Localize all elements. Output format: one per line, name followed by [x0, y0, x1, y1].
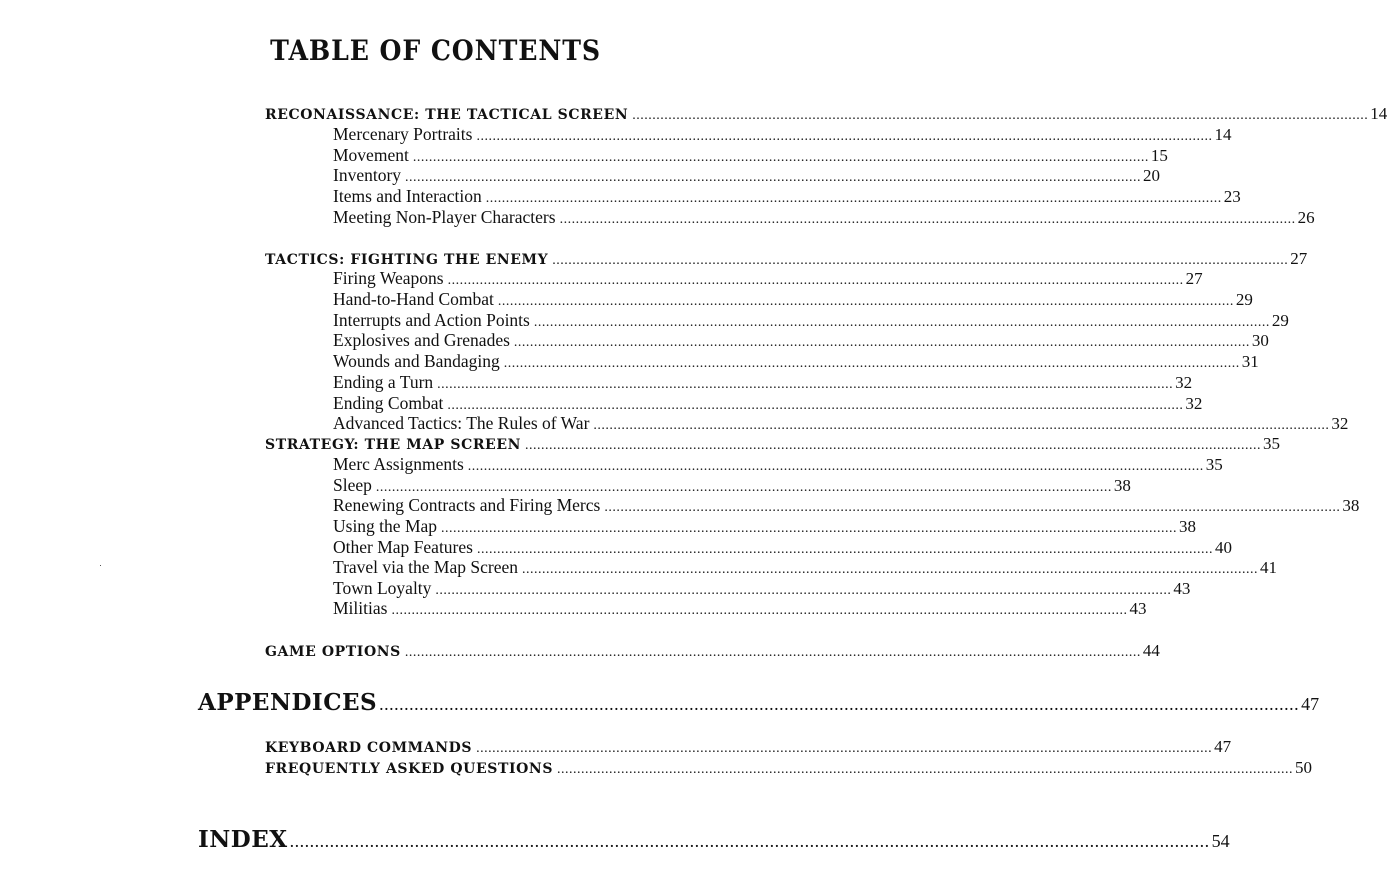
dot-leader: ........................................................................................................................................................................................: [375, 480, 1112, 495]
toc-item[interactable]: [333, 310, 1289, 331]
toc-item[interactable]: [333, 124, 1232, 145]
toc-section-keyboard-commands[interactable]: [265, 736, 1232, 757]
dot-leader: ........................................................................................................................................................................................: [557, 762, 1294, 777]
toc-section-label: GAME OPTIONS: [265, 644, 401, 660]
dot-leader: ........................................................................................................................................................................................: [447, 398, 1184, 413]
dot-leader: ........................................................................................................................................................................................: [497, 294, 1234, 309]
toc-item-label: Explosives and Grenades: [333, 330, 510, 350]
toc-item[interactable]: [333, 351, 1259, 372]
dot-leader: ........................................................................................................................................................................................: [412, 150, 1149, 165]
toc-page-number: 47: [1301, 694, 1320, 714]
toc-item[interactable]: [333, 454, 1223, 475]
toc-chapter-label: INDEX: [198, 826, 288, 853]
toc-section-label: KEYBOARD COMMANDS: [265, 740, 473, 756]
toc-item[interactable]: [333, 145, 1168, 166]
dot-leader: ........................................................................................................................................................................................: [441, 521, 1178, 536]
toc-page-number: 26: [1297, 208, 1315, 227]
scan-speck: [100, 565, 101, 566]
toc-page-number: 29: [1271, 311, 1289, 330]
toc-item-label: Using the Map: [333, 516, 438, 536]
toc-item-label: Hand-to-Hand Combat: [333, 289, 494, 309]
toc-page-number: 50: [1295, 758, 1313, 777]
dot-leader: ........................................................................................................................................................................................: [379, 694, 1300, 714]
toc-item[interactable]: [333, 557, 1277, 578]
dot-leader: ........................................................................................................................................................................................: [485, 191, 1222, 206]
toc-page-number: 14: [1370, 104, 1387, 123]
toc-item-label: Ending Combat: [333, 393, 444, 413]
dot-leader: ........................................................................................................................................................................................: [525, 438, 1261, 453]
toc-page-number: 43: [1173, 579, 1191, 598]
toc-item[interactable]: [333, 372, 1193, 393]
toc-section-label: FREQUENTLY ASKED QUESTIONS: [265, 761, 554, 777]
toc-item[interactable]: [333, 598, 1147, 619]
toc-item-label: Inventory: [333, 165, 402, 185]
toc-item[interactable]: [333, 537, 1232, 558]
toc-page-number: 15: [1150, 146, 1168, 165]
toc-item-label: Renewing Contracts and Firing Mercs: [333, 495, 601, 515]
toc-page-number: 38: [1113, 476, 1131, 495]
toc-item[interactable]: [333, 268, 1203, 289]
toc-page-number: 35: [1205, 455, 1223, 474]
toc-chapter-index[interactable]: [198, 824, 1230, 856]
toc-page-number: 27: [1185, 269, 1203, 288]
page-title: TABLE OF CONTENTS: [270, 34, 602, 67]
toc-item-label: Interrupts and Action Points: [333, 310, 530, 330]
toc-page-number: 43: [1129, 599, 1147, 618]
toc-section-label: RECONAISSANCE: THE TACTICAL SCREEN: [265, 107, 629, 123]
toc-page-number: 27: [1290, 249, 1308, 268]
dot-leader: ........................................................................................................................................................................................: [404, 645, 1141, 660]
dot-leader: ........................................................................................................................................................................................: [552, 253, 1289, 268]
dot-leader: ........................................................................................................................................................................................: [476, 542, 1213, 557]
toc-page-number: 30: [1251, 331, 1269, 350]
toc-page-number: 47: [1214, 737, 1232, 756]
toc-page-number: 14: [1214, 125, 1232, 144]
toc-item-label: Other Map Features: [333, 537, 473, 557]
toc-item[interactable]: [333, 495, 1360, 516]
toc-item-label: Ending a Turn: [333, 372, 434, 392]
toc-page-number: 38: [1342, 496, 1360, 515]
dot-leader: ........................................................................................................................................................................................: [513, 335, 1250, 350]
toc-page-number: 32: [1185, 394, 1203, 413]
toc-page-number: 35: [1263, 434, 1280, 453]
toc-page-number: 54: [1211, 831, 1230, 851]
dot-leader: ........................................................................................................................................................................................: [476, 741, 1213, 756]
toc-chapter-label: APPENDICES: [198, 689, 378, 716]
toc-item[interactable]: [333, 578, 1191, 599]
toc-chapter-appendices[interactable]: [198, 687, 1320, 719]
dot-leader: ........................................................................................................................................................................................: [604, 500, 1341, 515]
dot-leader: ........................................................................................................................................................................................: [533, 315, 1270, 330]
toc-item[interactable]: [333, 186, 1241, 207]
toc-item[interactable]: [333, 393, 1203, 414]
toc-section-label: TACTICS: FIGHTING THE ENEMY: [265, 252, 549, 268]
toc-section-label: STRATEGY: THE MAP SCREEN: [265, 437, 521, 453]
dot-leader: ........................................................................................................................................................................................: [559, 212, 1296, 227]
toc-item[interactable]: [333, 413, 1349, 434]
toc-item-label: Firing Weapons: [333, 268, 444, 288]
dot-leader: ........................................................................................................................................................................................: [447, 273, 1184, 288]
toc-item-label: Mercenary Portraits: [333, 124, 473, 144]
toc-page-number: 32: [1175, 373, 1193, 392]
toc-item-label: Wounds and Bandaging: [333, 351, 500, 371]
toc-page-number: 44: [1142, 641, 1160, 660]
toc-page-number: 41: [1260, 558, 1277, 577]
toc-page-number: 20: [1143, 166, 1161, 185]
toc-item[interactable]: [333, 165, 1161, 186]
toc-page-number: 31: [1241, 352, 1259, 371]
toc-page-number: 32: [1331, 414, 1349, 433]
toc-page-number: 38: [1179, 517, 1197, 536]
toc-item[interactable]: [333, 207, 1315, 228]
toc-section-faq[interactable]: [265, 757, 1313, 778]
toc-item[interactable]: [333, 516, 1197, 537]
toc-item-label: Items and Interaction: [333, 186, 482, 206]
dot-leader: ........................................................................................................................................................................................: [593, 418, 1330, 433]
toc-section-tactics[interactable]: [265, 248, 1308, 269]
toc-section-reconaissance[interactable]: [265, 103, 1387, 124]
toc-item-label: Meeting Non-Player Characters: [333, 207, 556, 227]
dot-leader: ........................................................................................................................................................................................: [289, 831, 1210, 851]
toc-item-label: Advanced Tactics: The Rules of War: [333, 413, 590, 433]
toc-section-game-options[interactable]: [265, 640, 1160, 661]
toc-item-label: Travel via the Map Screen: [333, 557, 518, 577]
toc-item-label: Merc Assignments: [333, 454, 464, 474]
toc-item-label: Militias: [333, 598, 388, 618]
toc-item[interactable]: [333, 289, 1253, 310]
dot-leader: ........................................................................................................................................................................................: [522, 562, 1258, 577]
toc-item[interactable]: [333, 330, 1269, 351]
toc-item-label: Town Loyalty: [333, 578, 432, 598]
toc-page-number: 23: [1223, 187, 1241, 206]
toc-item-label: Movement: [333, 145, 409, 165]
dot-leader: ........................................................................................................................................................................................: [467, 459, 1204, 474]
dot-leader: ........................................................................................................................................................................................: [405, 170, 1142, 185]
dot-leader: ........................................................................................................................................................................................: [435, 583, 1172, 598]
dot-leader: ........................................................................................................................................................................................: [632, 108, 1369, 123]
toc-section-strategy[interactable]: [265, 433, 1280, 454]
dot-leader: ........................................................................................................................................................................................: [391, 603, 1128, 618]
toc-page-number: 29: [1235, 290, 1253, 309]
dot-leader: ........................................................................................................................................................................................: [476, 129, 1213, 144]
toc-item[interactable]: [333, 475, 1131, 496]
dot-leader: ........................................................................................................................................................................................: [437, 377, 1174, 392]
toc-item-label: Sleep: [333, 475, 372, 495]
dot-leader: ........................................................................................................................................................................................: [503, 356, 1240, 371]
toc-page-number: 40: [1214, 538, 1232, 557]
